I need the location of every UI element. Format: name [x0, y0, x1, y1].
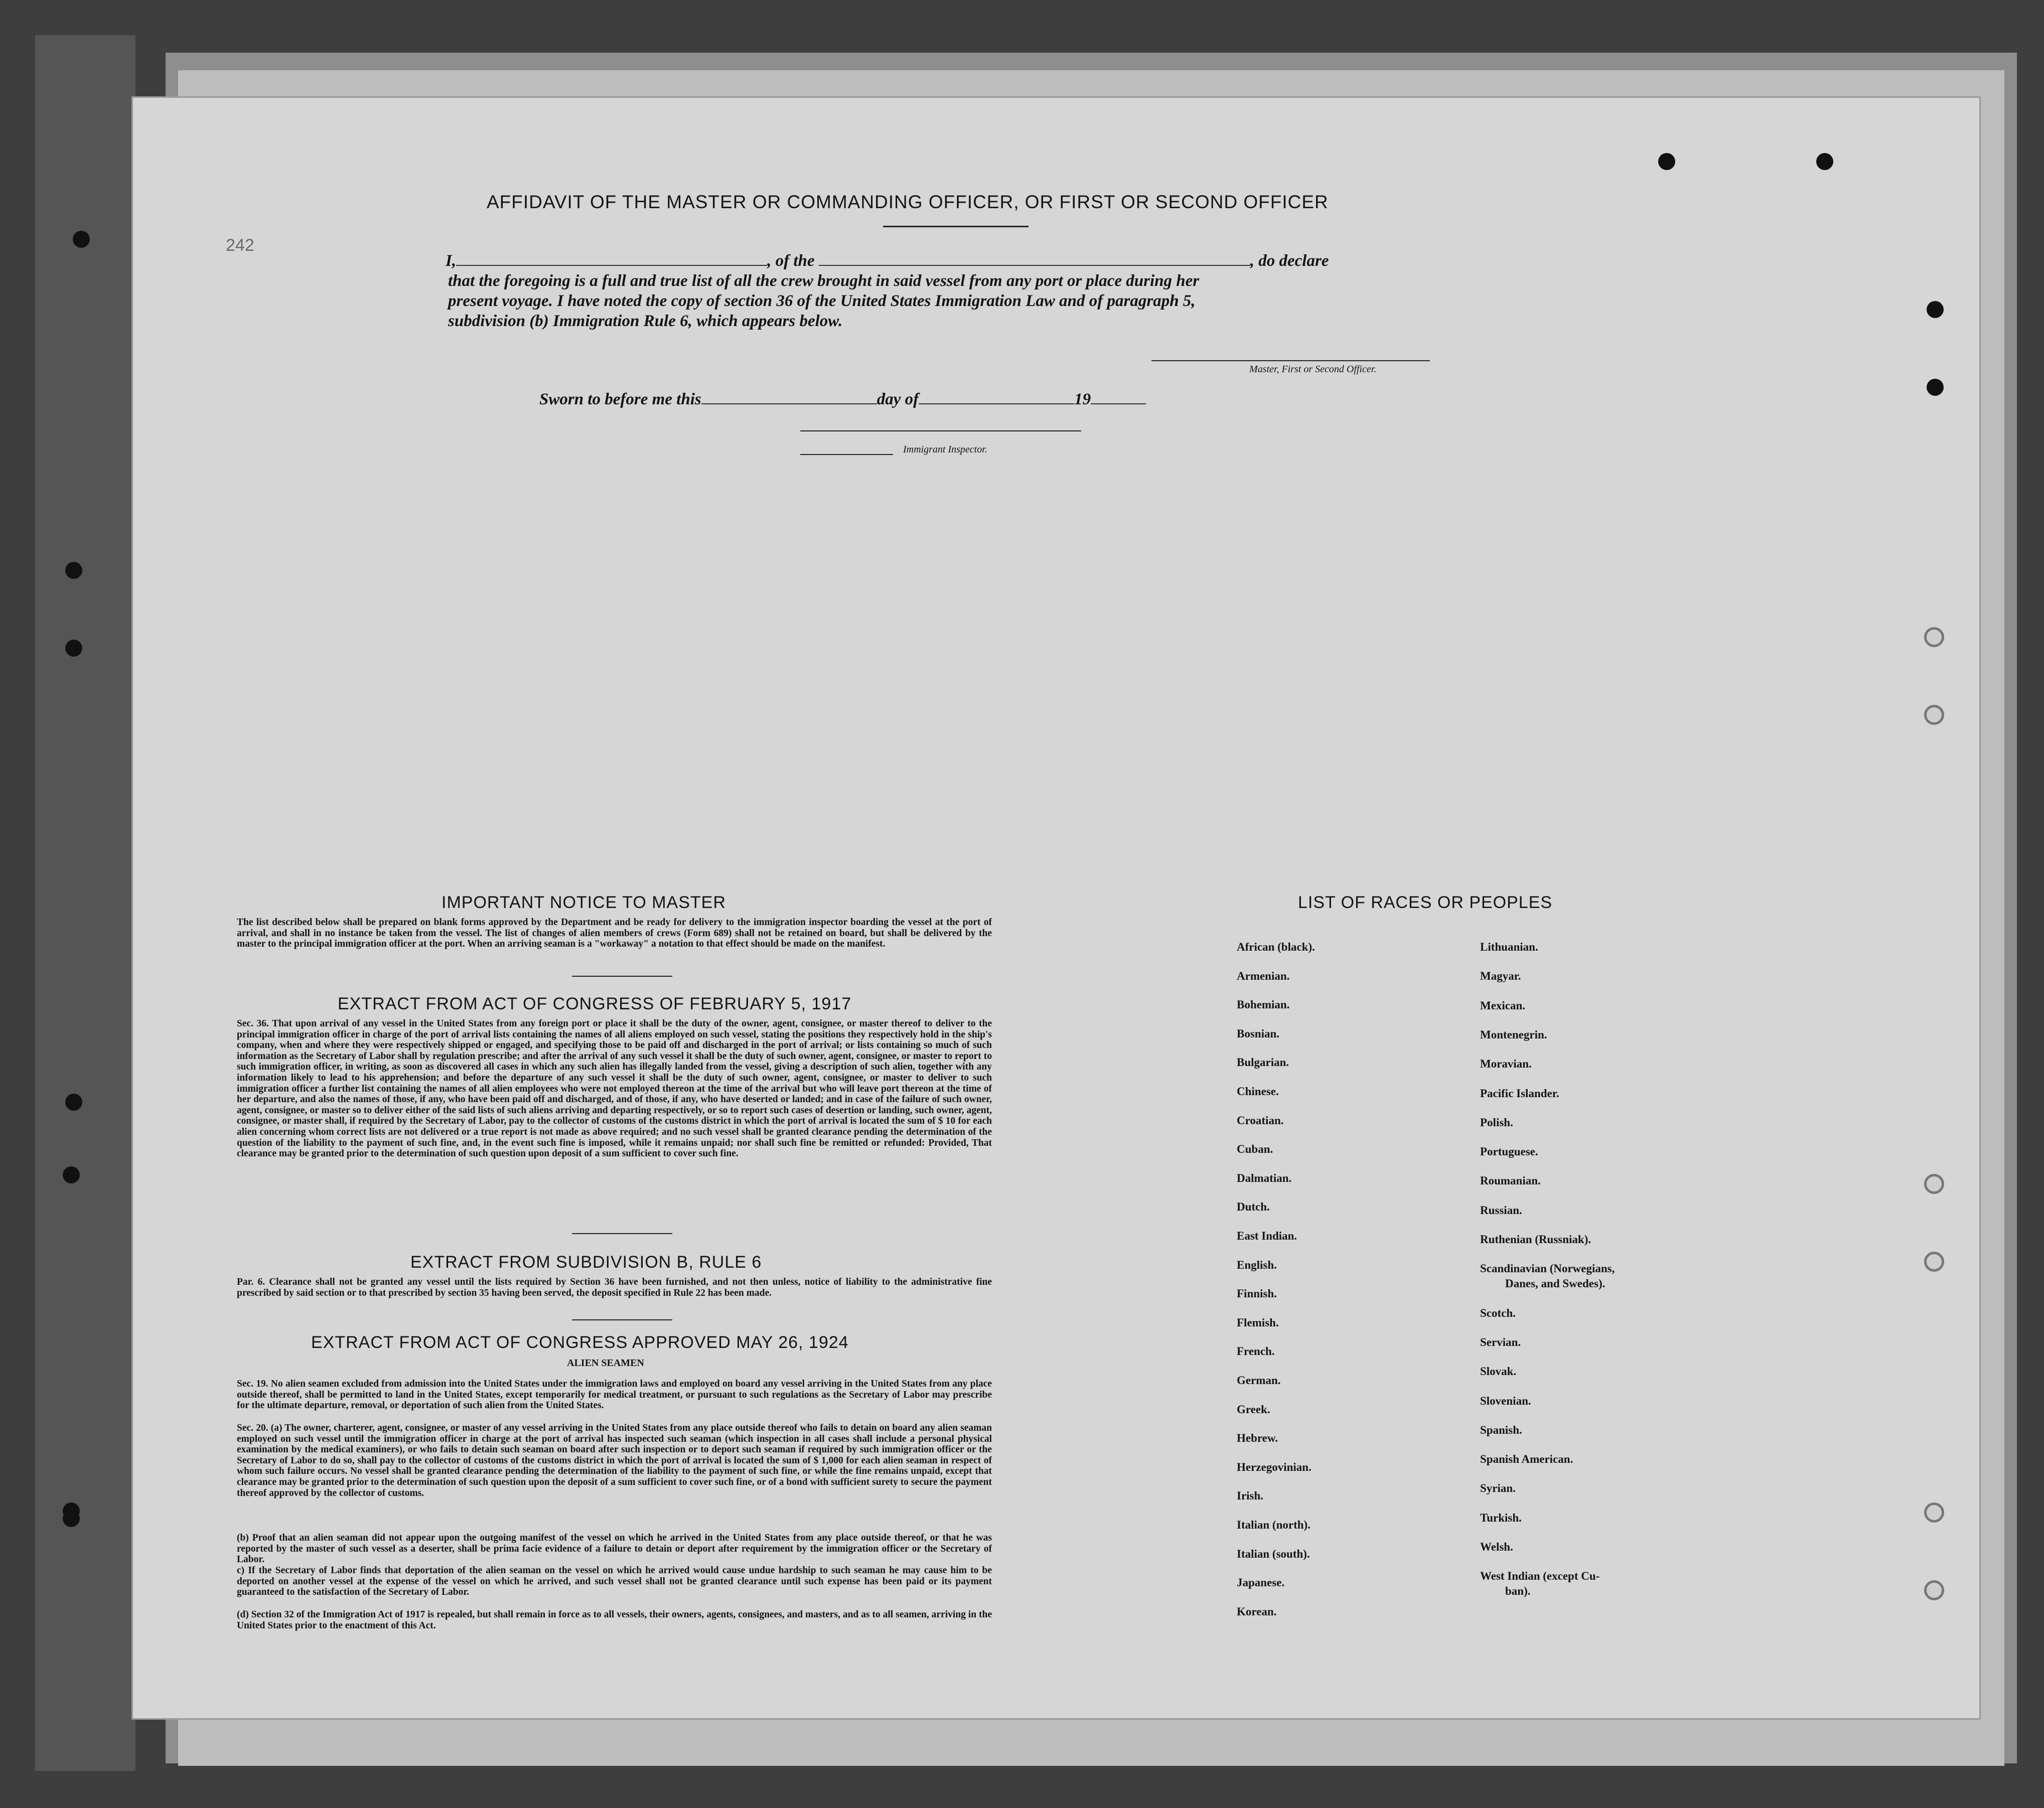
inspector-signature-line: [800, 430, 1081, 431]
race-item: Italian (south).: [1237, 1547, 1310, 1560]
affidavit-title: AFFIDAVIT OF THE MASTER OR COMMANDING OFFICER, OR FIRST OR SECOND OFFICER: [487, 192, 1329, 212]
race-item: Russian.: [1480, 1203, 1522, 1217]
race-item: Slovenian.: [1480, 1394, 1531, 1407]
race-item: Dalmatian.: [1237, 1171, 1292, 1184]
punch-hole: [1924, 1502, 1944, 1523]
punch-hole: [1924, 627, 1944, 647]
extract-1924-sec19: Sec. 19. No alien seamen excluded from admission into the United States under the immigration laws and employed on board any vessel arriving in the United States from any place outside thereof, shall be permitted to land in the United States, except temporarily for medical treatment, or pursuant to such regulations as the Secretary of Labor may prescribe for the ultimate departure, removal, or deportation of such alien from the United States.: [237, 1379, 992, 1411]
punch-hole: [65, 562, 82, 579]
affidavit-line-4: subdivision (b) Immigration Rule 6, which appears below.: [448, 312, 843, 330]
race-item: Syrian.: [1480, 1482, 1516, 1495]
race-item: ban).: [1505, 1585, 1531, 1598]
race-item: Korean.: [1237, 1605, 1277, 1618]
race-item: Ruthenian (Russniak).: [1480, 1233, 1591, 1246]
punch-hole: [1816, 153, 1833, 170]
extract-1924-subheading: ALIEN SEAMEN: [567, 1358, 644, 1369]
binder-strip: [35, 35, 135, 1771]
affidavit-line-3: present voyage. I have noted the copy of section 36 of the United States Immigration Law and of paragraph 5,: [448, 292, 1196, 310]
extract-1924-sec20c: c) If the Secretary of Labor finds that deportation of the alien seaman on the vessel on which he arrived would cause undue hardship to such seaman he may cause him to be deported on another vessel at the expense of the vessel on which he arrived, and such vessel shall not be granted clearance until such expense has been paid or its payment guaranteed to the satisfaction of the Secretary of Labor.: [237, 1565, 992, 1598]
extract-1924-sec20b: (b) Proof that an alien seaman did not appear upon the outgoing manifest of the vessel on which he arrived in the United States from any place outside thereof, or that he was reported by the master of such vessel as a deserter, shall be prima facie evidence of a failure to detain or deport after requirement by the immigration officer or the Secretary of Labor.: [237, 1533, 992, 1565]
inspector-caption: Immigrant Inspector.: [903, 444, 987, 455]
races-heading: LIST OF RACES OR PEOPLES: [1298, 893, 1553, 912]
notice-text: The list described below shall be prepared on blank forms approved by the Department and be ready for delivery to the immigration inspector boarding the vessel at the port of arrival, and shall in no instance be taken from the vessel. The list of changes of alien members of crews (Form 689) shall not be retained on board, but shall be delivered by the master to the principal immigration officer at the port. When an arriving seaman is a "workaway" a notation to that effect should be made on the manifest.: [237, 917, 992, 950]
extract-rule6-text: Par. 6. Clearance shall not be granted any vessel until the lists required by Section 36 have been furnished, and not then unless, notice of liability to the administrative fine prescribed by said section or to that prescribed by section 35 having been served, the deposit specified in Rule 22 has been made.: [237, 1277, 992, 1298]
sworn-line: Sworn to before me this day of 19: [539, 390, 1146, 409]
race-item: German.: [1237, 1374, 1281, 1387]
race-item: Herzegovinian.: [1237, 1460, 1311, 1473]
punch-hole: [73, 231, 90, 248]
race-item: English.: [1237, 1258, 1277, 1271]
race-item: West Indian (except Cu-: [1480, 1570, 1600, 1583]
affidavit-line-1: I, , of the , do declare: [446, 252, 1329, 270]
race-item: Lithuanian.: [1480, 941, 1538, 953]
race-item: Moravian.: [1480, 1058, 1532, 1071]
race-item: Turkish.: [1480, 1511, 1522, 1524]
divider: [572, 976, 672, 977]
page-number-mark: 242: [226, 236, 254, 255]
affidavit-line-2: that the foregoing is a full and true list of all the crew brought in said vessel from any port or place during her: [448, 272, 1200, 290]
punch-hole: [63, 1510, 80, 1527]
race-item: Cuban.: [1237, 1143, 1273, 1156]
race-item: Spanish American.: [1480, 1453, 1573, 1466]
race-item: Chinese.: [1237, 1085, 1279, 1098]
race-item: Montenegrin.: [1480, 1028, 1547, 1041]
punch-hole: [1927, 301, 1944, 318]
punch-hole: [1924, 1580, 1944, 1600]
title-underline: [883, 226, 1029, 227]
race-item: Roumanian.: [1480, 1174, 1541, 1187]
punch-hole: [1924, 1252, 1944, 1272]
race-item: Scandinavian (Norwegians,: [1480, 1262, 1615, 1275]
race-item: Servian.: [1480, 1335, 1521, 1348]
divider: [572, 1233, 672, 1234]
punch-hole: [65, 1094, 82, 1111]
race-item: Irish.: [1237, 1489, 1264, 1502]
race-item: Armenian.: [1237, 969, 1290, 982]
race-item: Bosnian.: [1237, 1027, 1280, 1040]
race-item: Spanish.: [1480, 1423, 1522, 1436]
extract-1917-heading: EXTRACT FROM ACT OF CONGRESS OF FEBRUARY 5, 1917: [338, 994, 852, 1013]
race-item: Magyar.: [1480, 970, 1521, 983]
race-item: Slovak.: [1480, 1365, 1517, 1378]
race-item: French.: [1237, 1345, 1275, 1358]
race-item: Welsh.: [1480, 1541, 1513, 1553]
signature-line: [1151, 360, 1430, 361]
punch-hole: [1927, 379, 1944, 396]
race-item: East Indian.: [1237, 1230, 1297, 1242]
race-item: Pacific Islander.: [1480, 1087, 1559, 1100]
race-item: Hebrew.: [1237, 1432, 1278, 1445]
notice-heading: IMPORTANT NOTICE TO MASTER: [442, 893, 726, 912]
race-item: Japanese.: [1237, 1576, 1285, 1589]
race-item: Bohemian.: [1237, 998, 1290, 1011]
race-item: Bulgarian.: [1237, 1056, 1289, 1069]
race-item: Flemish.: [1237, 1316, 1279, 1329]
punch-hole: [65, 640, 82, 657]
extract-1917-text: Sec. 36. That upon arrival of any vessel in the United States from any foreign port or place it shall be the duty of the owner, agent, consignee, or master thereof to deliver to the principal immigration officer in charge of the port of arrival lists containing the names of all aliens employed on such vessel, stating the positions they respectively hold in the ship's company, when and where they were respectively shipped or engaged, and specifying those to be paid off and discharged in the port of arrival; or lists containing so much of such information as the Secretary of Labor shall by regulation prescribe; and after the arrival of any such vessel it shall be the duty of such owner, agent, consignee, or master to report to such immigration officer, in writing, as soon as discovered all cases in which any such alien has illegally landed from the vessel, giving a description of such alien, together with any information likely to lead to his apprehension; and before the departure of any such vessel it shall be the duty of such owner, agent, consignee, or master to deliver to such immigration officer a further list containing the names of all alien employees who were not employed thereon at the time of the arrival but who will leave port thereon at the time of her departure, and also the names of those, if any, who have been paid off and discharged, and of those, if any, who have deserted or landed; and in case of the failure of such owner, agent, consignee, or master so to deliver either of the said lists of such aliens arriving and departing respectively, or so to report such cases of desertion or landing, such owner, agent, consignee, or master shall, if required by the Secretary of Labor, pay to the collector of customs of the customs district in which the port of arrival is located the sum of $ 10 for each alien concerning whom correct lists are not delivered or a true report is not made as above required; and no such vessel shall be granted clearance pending the determination of the question of the liability to the payment of such fine, and, in the event such fine is imposed, while it remains unpaid; nor shall such fine be remitted or refunded: Provided, That clearance may be granted prior to the determination of such question upon deposit of a sum sufficient to cover such fine.: [237, 1018, 992, 1159]
divider: [572, 1319, 672, 1320]
race-item: Scotch.: [1480, 1306, 1516, 1319]
extract-rule6-heading: EXTRACT FROM SUBDIVISION B, RULE 6: [410, 1253, 762, 1272]
race-item: African (black).: [1237, 941, 1315, 953]
extract-1924-sec20d: (d) Section 32 of the Immigration Act of 1917 is repealed, but shall remain in force as to all vessels, their owners, agents, consignees, and masters, and as to all seamen, arriving in the United States prior to the enactment of this Act.: [237, 1609, 992, 1631]
race-item: Finnish.: [1237, 1287, 1277, 1300]
race-item: Dutch.: [1237, 1200, 1270, 1214]
punch-hole: [1658, 153, 1675, 170]
race-item: Polish.: [1480, 1116, 1513, 1129]
race-item: Greek.: [1237, 1403, 1270, 1416]
inspector-line-short: [800, 454, 893, 455]
punch-hole: [63, 1166, 80, 1183]
signature-caption: Master, First or Second Officer.: [1249, 364, 1377, 375]
race-item: Italian (north).: [1237, 1519, 1310, 1531]
extract-1924-heading: EXTRACT FROM ACT OF CONGRESS APPROVED MAY 26, 1924: [311, 1333, 849, 1352]
punch-hole: [1924, 705, 1944, 725]
race-item: Portuguese.: [1480, 1145, 1538, 1158]
race-item: Danes, and Swedes).: [1505, 1277, 1605, 1290]
punch-hole: [1924, 1174, 1944, 1194]
race-item: Croatian.: [1237, 1114, 1284, 1127]
extract-1924-sec20a: Sec. 20. (a) The owner, charterer, agent, consignee, or master of any vessel arriving in the United States from any place outside thereof who fails to detain on board any alien seaman employed on such vessel until the immigration officer in charge at the port of arrival has inspected such seaman (which inspection in all cases shall include a personal physical examination by the medical examiners), or who fails to detain such seaman on board after such inspection or to deport such seaman if required by such immigration officer or the Secretary of Labor to do so, shall pay to the collector of customs of the customs district in which the port of arrival is located the sum of $ 1,000 for each alien seaman in respect of whom such failure occurs. No vessel shall be granted clearance pending the determination of the liability to the payment of such fine, or while the fine remains unpaid, except that clearance may be granted prior to the determination of such question upon the deposit of a sum sufficient to cover such fine, or of a bond with sufficient surety to secure the payment thereof approved by the collector of customs.: [237, 1423, 992, 1498]
race-item: Mexican.: [1480, 999, 1526, 1012]
